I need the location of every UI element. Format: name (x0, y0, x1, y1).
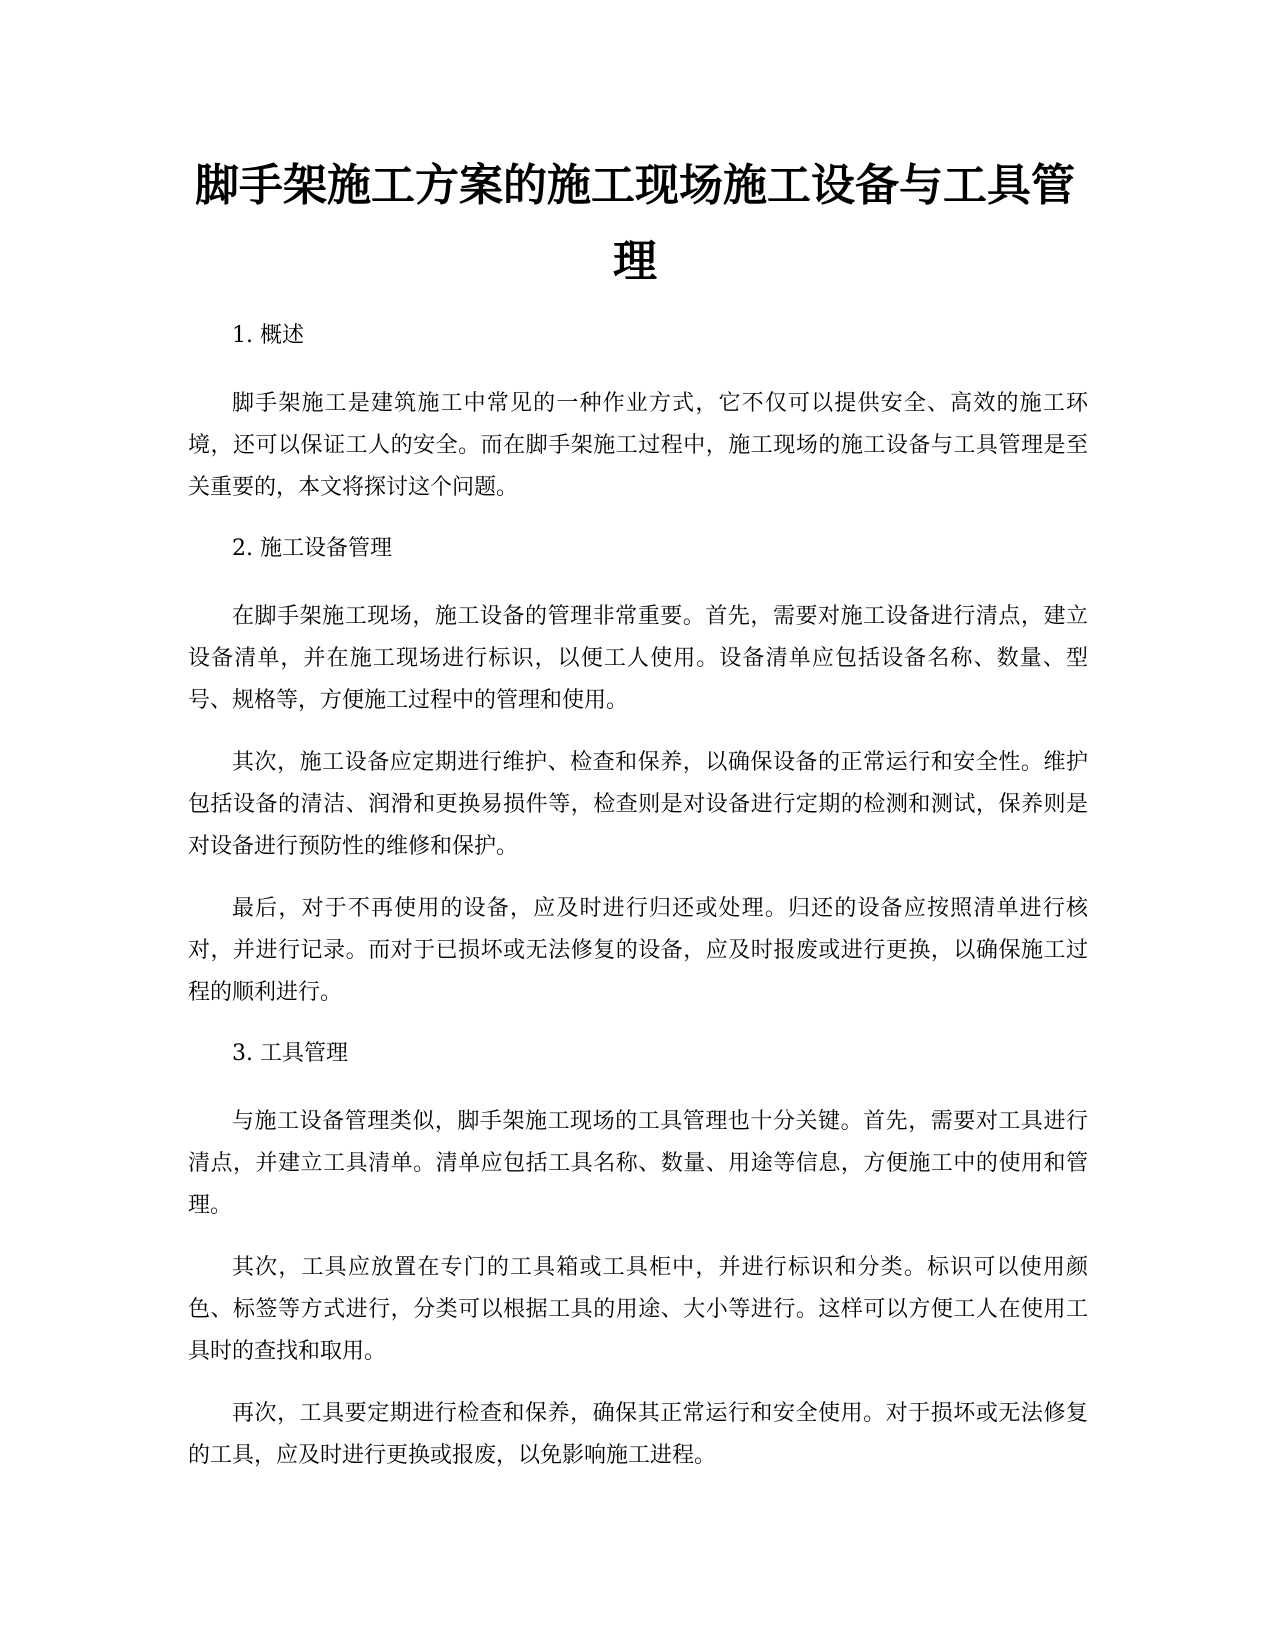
section-heading: 2. 施工设备管理 (232, 536, 392, 561)
paragraph: 其次，施工设备应定期进行维护、检查和保养，以确保设备的正常运行和安全性。维护包括设备的清洁、润滑和更换易损件等，检查则是对设备进行定期的检测和测试，保养则是对设备进行预防性的维修和保护。 (188, 750, 1088, 859)
paragraph: 在脚手架施工现场，施工设备的管理非常重要。首先，需要对施工设备进行清点，建立设备清单，并在施工现场进行标识，以便工人使用。设备清单应包括设备名称、数量、型号、规格等，方便施工过程中的管理和使用。 (188, 604, 1088, 713)
document-body (188, 316, 1088, 1497)
document-title: 脚手架施工方案的施工现场施工设备与工具管理 (195, 160, 1075, 287)
paragraph: 脚手架施工是建筑施工中常见的一种作业方式，它不仅可以提供安全、高效的施工环境，还可以保证工人的安全。而在脚手架施工过程中，施工现场的施工设备与工具管理是至关重要的，本文将探讨这个问题。 (188, 391, 1088, 500)
section-tool-management (188, 1034, 1088, 1477)
paragraph: 最后，对于不再使用的设备，应及时进行归还或处理。归还的设备应按照清单进行核对，并进行记录。而对于已损坏或无法修复的设备，应及时报废或进行更换，以确保施工过程的顺利进行。 (188, 896, 1088, 1005)
section-heading: 1. 概述 (232, 323, 304, 348)
paragraph: 再次，工具要定期进行检查和保养，确保其正常运行和安全使用。对于损坏或无法修复的工具，应及时进行更换或报废，以免影响施工进程。 (188, 1401, 1088, 1468)
section-heading: 3. 工具管理 (232, 1041, 348, 1066)
section-overview (188, 316, 1088, 509)
paragraph: 其次，工具应放置在专门的工具箱或工具柜中，并进行标识和分类。标识可以使用颜色、标签等方式进行，分类可以根据工具的用途、大小等进行。这样可以方便工人在使用工具时的查找和取用。 (188, 1255, 1088, 1364)
paragraph: 与施工设备管理类似，脚手架施工现场的工具管理也十分关键。首先，需要对工具进行清点，并建立工具清单。清单应包括工具名称、数量、用途等信息，方便施工中的使用和管理。 (188, 1109, 1088, 1218)
section-equipment-management (188, 529, 1088, 1014)
